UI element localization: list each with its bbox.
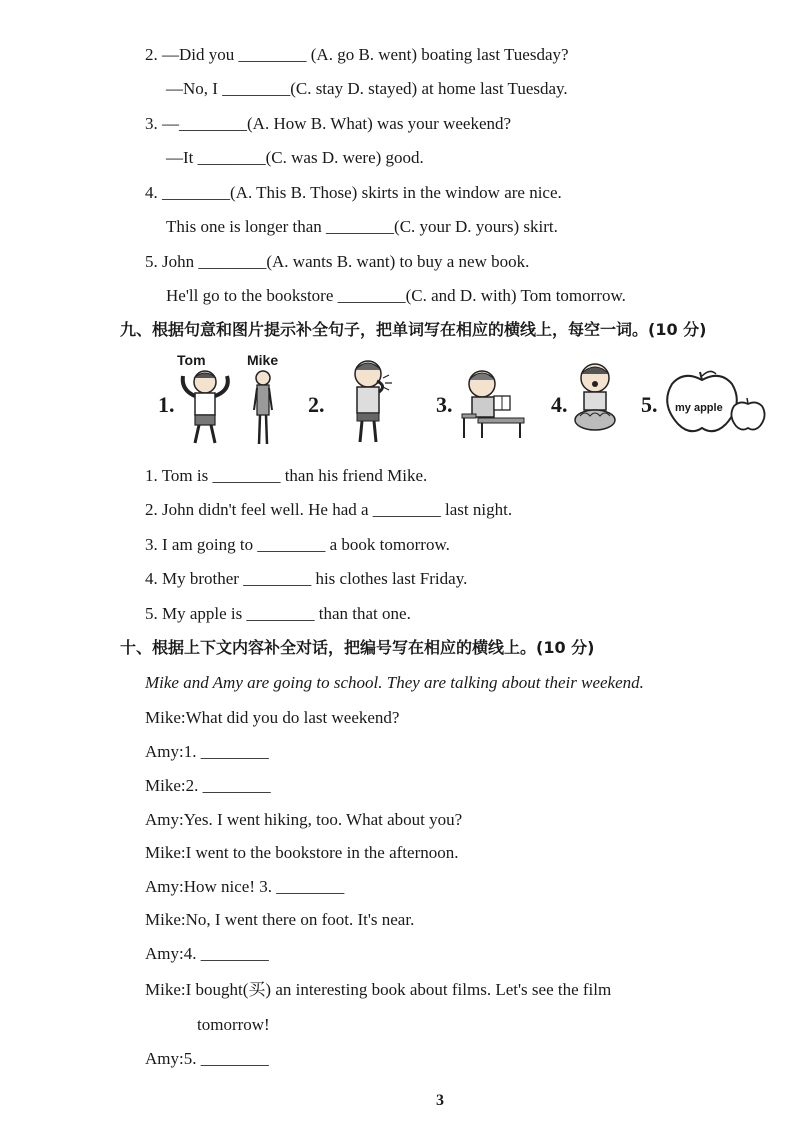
picture-label-3: 3. bbox=[436, 392, 453, 417]
question-5a: 5. John ________(A. wants B. want) to buy a new book. bbox=[145, 252, 530, 271]
dialogue-intro: Mike and Amy are going to school. They are talking about their weekend. bbox=[145, 673, 644, 692]
dialogue-line-10: Amy:5. ________ bbox=[145, 1049, 269, 1068]
dialogue-line-1: Mike:What did you do last weekend? bbox=[145, 708, 400, 727]
washing-boy-picture bbox=[570, 360, 620, 442]
dialogue-line-6: Amy:How nice! 3. ________ bbox=[145, 877, 345, 896]
dialogue-line-9: Mike:I bought(买) an interesting book about films. Let's see the film bbox=[145, 980, 612, 999]
section-10-heading: 十、根据上下文内容补全对话，把编号写在相应的横线上。(10 分) bbox=[120, 638, 595, 657]
reading-boy-picture bbox=[458, 366, 530, 440]
dialogue-line-2: Amy:1. ________ bbox=[145, 742, 269, 761]
mike-label: Mike bbox=[247, 352, 279, 368]
dialogue-line-7: Mike:No, I went there on foot. It's near. bbox=[145, 910, 415, 929]
fill-sentence-1: 1. Tom is ________ than his friend Mike. bbox=[145, 466, 428, 485]
coughing-boy-picture bbox=[343, 356, 403, 446]
apple-label: my apple bbox=[675, 402, 723, 414]
picture-label-1: 1. bbox=[158, 392, 175, 417]
fill-sentence-2: 2. John didn't feel well. He had a ________ last night. bbox=[145, 500, 513, 519]
question-3a: 3. —________(A. How B. What) was your weekend? bbox=[145, 114, 512, 133]
picture-label-5: 5. bbox=[641, 392, 658, 417]
dialogue-line-4: Amy:Yes. I went hiking, too. What about you? bbox=[145, 810, 463, 829]
dialogue-line-9-cont: tomorrow! bbox=[197, 1015, 270, 1034]
fill-sentence-3: 3. I am going to ________ a book tomorrow. bbox=[145, 535, 450, 554]
dialogue-line-3: Mike:2. ________ bbox=[145, 776, 271, 795]
picture-label-4: 4. bbox=[551, 392, 568, 417]
fill-sentence-5: 5. My apple is ________ than that one. bbox=[145, 604, 411, 623]
question-3b: —It ________(C. was D. were) good. bbox=[166, 148, 424, 167]
section-9-heading: 九、根据句意和图片提示补全句子，把单词写在相应的横线上，每空一词。(10 分) bbox=[120, 320, 707, 339]
question-5b: He'll go to the bookstore ________(C. and D. with) Tom tomorrow. bbox=[166, 286, 626, 305]
question-2a: 2. —Did you ________ (A. go B. went) boating last Tuesday? bbox=[145, 45, 569, 64]
tom-and-mike-picture bbox=[175, 368, 290, 448]
question-2b: —No, I ________(C. stay D. stayed) at home last Tuesday. bbox=[166, 79, 568, 98]
question-4a: 4. ________(A. This B. Those) skirts in the window are nice. bbox=[145, 183, 562, 202]
dialogue-line-8: Amy:4. ________ bbox=[145, 944, 269, 963]
dialogue-line-5: Mike:I went to the bookstore in the afternoon. bbox=[145, 843, 459, 862]
fill-sentence-4: 4. My brother ________ his clothes last Friday. bbox=[145, 569, 468, 588]
tom-label: Tom bbox=[177, 352, 206, 368]
question-4b: This one is longer than ________(C. your D. yours) skirt. bbox=[166, 217, 558, 236]
page-number: 3 bbox=[436, 1092, 444, 1109]
picture-label-2: 2. bbox=[308, 392, 325, 417]
